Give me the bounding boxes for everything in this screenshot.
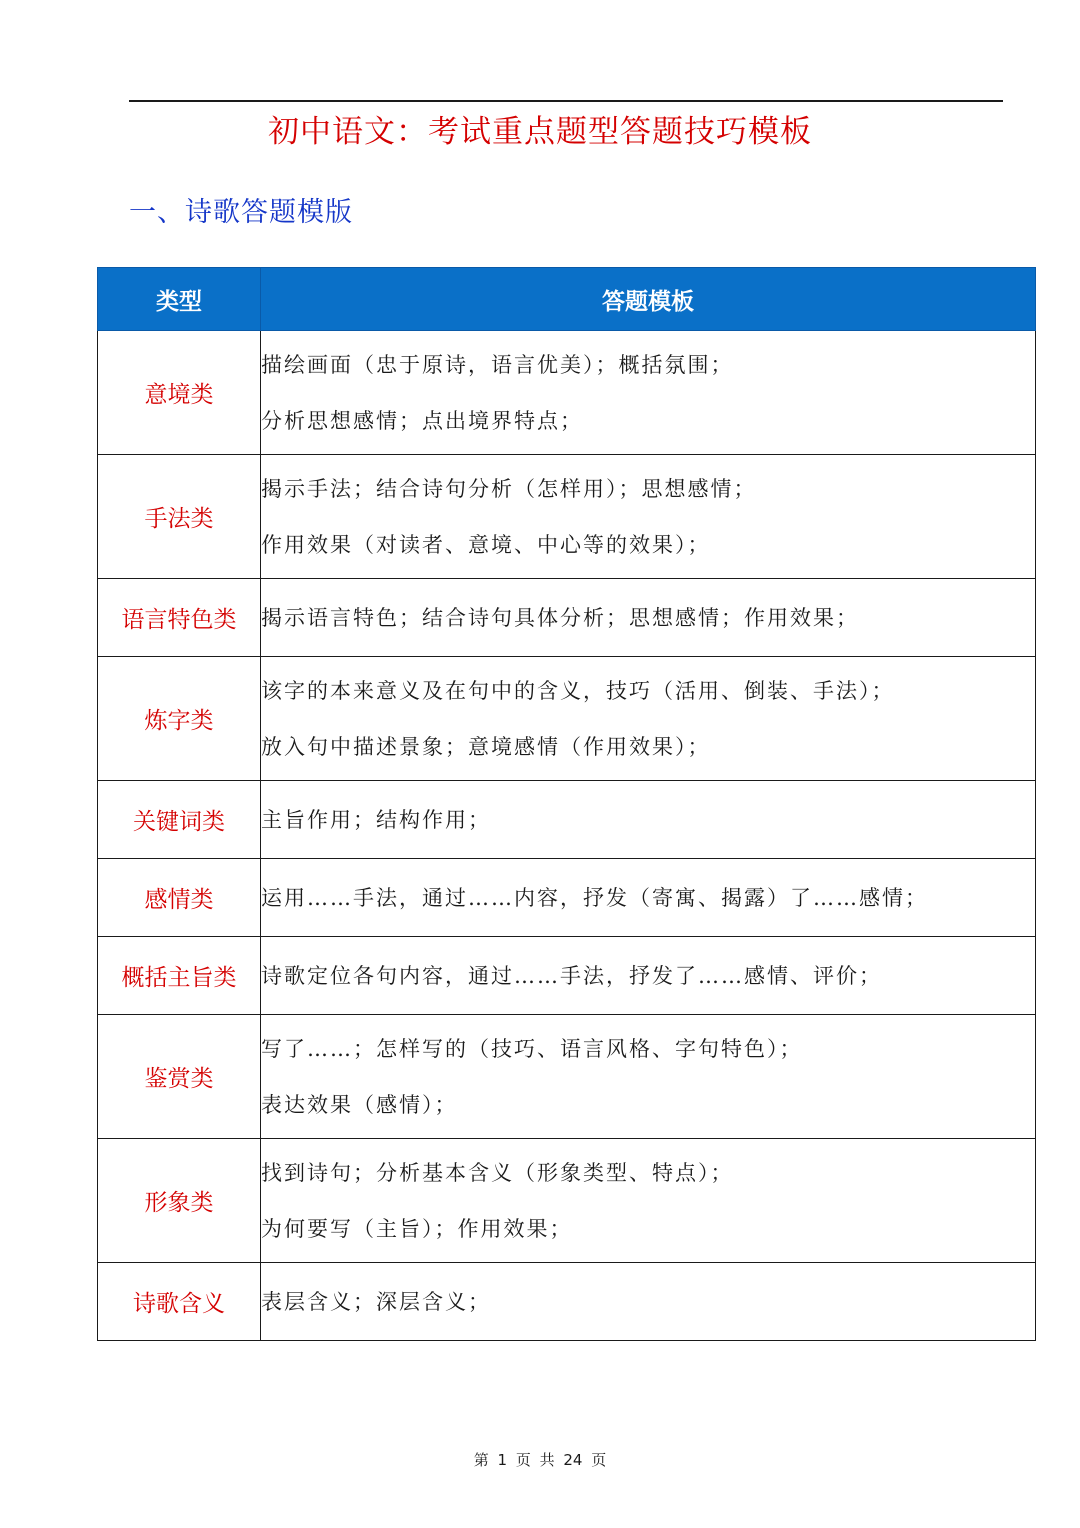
row-template [261,455,1036,579]
table-row [98,657,1036,781]
template-line: 描绘画面（忠于原诗，语言优美）；概括氛围； [261,352,734,377]
row-template [261,579,1036,657]
table-row [98,859,1036,937]
row-type: 诗歌含义 [98,1263,261,1341]
template-line: 诗歌定位各句内容，通过……手法，抒发了……感情、评价； [261,963,882,988]
row-template [261,1263,1036,1341]
template-line: 揭示语言特色；结合诗句具体分析；思想感情；作用效果； [261,605,859,630]
row-type: 鉴赏类 [98,1015,261,1139]
row-template [261,859,1036,937]
row-type: 手法类 [98,455,261,579]
answer-template-table [97,267,1036,1341]
table-row [98,1015,1036,1139]
template-line: 作用效果（对读者、意境、中心等的效果）； [261,532,711,557]
row-type: 概括主旨类 [98,937,261,1015]
template-line: 找到诗句；分析基本含义（形象类型、特点）； [261,1160,734,1185]
table-row [98,1263,1036,1341]
header-type: 类型 [98,268,261,331]
table-row [98,1139,1036,1263]
row-template [261,657,1036,781]
row-type: 形象类 [98,1139,261,1263]
template-line: 写了……；怎样写的（技巧、语言风格、字句特色）； [261,1036,803,1061]
template-line: 放入句中描述景象；意境感情（作用效果）； [261,734,711,759]
template-line: 表达效果（感情）； [261,1092,458,1117]
header-rule [129,100,1003,102]
table-row [98,579,1036,657]
row-template [261,331,1036,455]
row-template [261,1139,1036,1263]
row-template [261,937,1036,1015]
table-header-row [98,268,1036,331]
template-line: 表层含义；深层含义； [261,1289,491,1314]
row-type: 意境类 [98,331,261,455]
row-type: 炼字类 [98,657,261,781]
template-line: 该字的本来意义及在句中的含义，技巧（活用、倒装、手法）； [261,678,895,703]
row-type: 语言特色类 [98,579,261,657]
page-number: 第 1 页 共 24 页 [473,1451,607,1469]
header-template: 答题模板 [261,268,1036,331]
section-heading: 一、诗歌答题模版 [129,197,353,228]
table-row [98,937,1036,1015]
table-row [98,781,1036,859]
row-template [261,781,1036,859]
row-type: 关键词类 [98,781,261,859]
document-title: 初中语文：考试重点题型答题技巧模板 [268,114,812,150]
row-type: 感情类 [98,859,261,937]
template-line: 分析思想感情；点出境界特点； [261,408,583,433]
template-line: 运用……手法，通过……内容，抒发（寄寓、揭露）了……感情； [261,885,928,910]
row-template [261,1015,1036,1139]
template-line: 为何要写（主旨）；作用效果； [261,1216,573,1241]
template-line: 主旨作用；结构作用； [261,807,491,832]
table-row [98,331,1036,455]
template-line: 揭示手法；结合诗句分析（怎样用）；思想感情； [261,476,757,501]
table-row [98,455,1036,579]
